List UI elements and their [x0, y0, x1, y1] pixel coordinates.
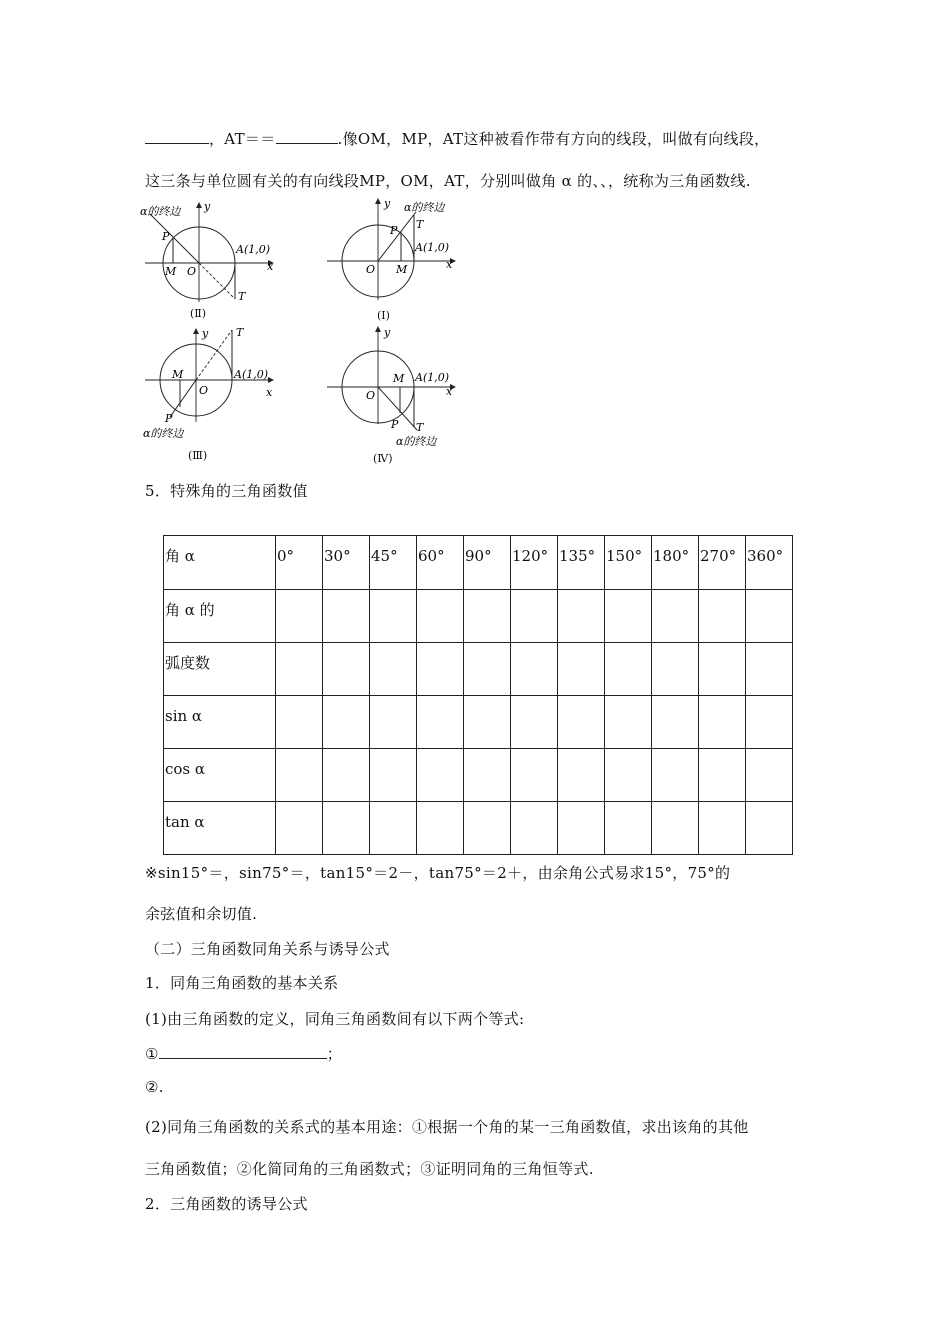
empty-cell — [464, 696, 511, 749]
empty-cell — [417, 749, 464, 802]
point-label: O — [366, 263, 376, 276]
point-label: M — [396, 263, 408, 276]
axis-label: x — [446, 258, 453, 271]
empty-cell — [652, 696, 699, 749]
empty-cell — [652, 749, 699, 802]
empty-cell — [323, 749, 370, 802]
empty-cell — [323, 696, 370, 749]
terminal-side-label: α的终边 — [140, 205, 181, 218]
note-line-1: ※sin15°＝，sin75°＝，tan15°＝2－，tan75°＝2＋，由余角公式易求15°，75°的 — [145, 864, 731, 882]
empty-cell — [746, 590, 793, 643]
header-cell: 270° — [699, 536, 746, 590]
empty-cell — [652, 643, 699, 696]
section-heading-2: （二）三角函数同角关系与诱导公式 — [145, 940, 390, 958]
table-row — [164, 643, 793, 696]
empty-cell — [605, 802, 652, 855]
figure-caption: (Ⅳ) — [373, 452, 393, 465]
unit-circle-figure-iv — [322, 324, 462, 464]
text-fragment: ； — [326, 1045, 343, 1063]
empty-cell — [652, 590, 699, 643]
row-label: sin α — [164, 696, 276, 749]
row-label: 弧度数 — [164, 643, 276, 696]
point-label: T — [416, 421, 424, 434]
empty-cell — [323, 590, 370, 643]
terminal-side-label: α的终边 — [404, 201, 445, 214]
empty-cell — [699, 590, 746, 643]
empty-cell — [464, 643, 511, 696]
empty-cell — [511, 696, 558, 749]
empty-cell — [652, 802, 699, 855]
text-fragment: ① — [145, 1045, 159, 1063]
equation-2: ②. — [145, 1078, 164, 1096]
empty-cell — [464, 590, 511, 643]
point-label: O — [366, 389, 376, 402]
axis-label: y — [204, 200, 211, 213]
empty-cell — [417, 696, 464, 749]
point-label: M — [172, 368, 184, 381]
empty-cell — [699, 802, 746, 855]
empty-cell — [558, 696, 605, 749]
paragraph-2b: 三角函数值；②化简同角的三角函数式；③证明同角的三角恒等式. — [145, 1160, 594, 1178]
figure-caption: (Ⅲ) — [188, 449, 208, 462]
empty-cell — [558, 749, 605, 802]
empty-cell — [511, 590, 558, 643]
empty-cell — [276, 590, 323, 643]
row-label: tan α — [164, 802, 276, 855]
header-cell: 60° — [417, 536, 464, 590]
empty-cell — [746, 643, 793, 696]
empty-cell — [605, 643, 652, 696]
point-label: T — [238, 290, 246, 303]
empty-cell — [699, 696, 746, 749]
empty-cell — [276, 749, 323, 802]
point-label: M — [165, 265, 177, 278]
empty-cell — [605, 749, 652, 802]
row-label: 角 α 的 — [164, 590, 276, 643]
text-fragment: ，AT＝＝ — [209, 130, 276, 148]
empty-cell — [746, 802, 793, 855]
table-header-row — [164, 536, 793, 590]
axis-label: x — [446, 385, 453, 398]
table-row — [164, 802, 793, 855]
figure-caption: (Ⅰ) — [377, 309, 390, 322]
item-heading-2: 2．三角函数的诱导公式 — [145, 1195, 308, 1213]
item-heading-1: 1．同角三角函数的基本关系 — [145, 974, 339, 992]
note-line-2: 余弦值和余切值. — [145, 905, 258, 923]
header-cell: 角 α — [164, 536, 276, 590]
equation-1 — [145, 1043, 342, 1064]
empty-cell — [323, 802, 370, 855]
axis-label: x — [267, 260, 274, 273]
header-cell: 150° — [605, 536, 652, 590]
figure-caption: (Ⅱ) — [190, 307, 207, 320]
axis-label: x — [266, 386, 273, 399]
unit-circle-figure-iii — [140, 324, 280, 444]
paragraph-1: (1)由三角函数的定义，同角三角函数间有以下两个等式: — [145, 1010, 525, 1028]
empty-cell — [511, 749, 558, 802]
empty-cell — [370, 590, 417, 643]
empty-cell — [370, 696, 417, 749]
row-label: cos α — [164, 749, 276, 802]
fill-blank — [159, 1044, 327, 1059]
point-label: P — [162, 230, 170, 243]
empty-cell — [511, 643, 558, 696]
empty-cell — [417, 643, 464, 696]
point-label: A(1,0) — [415, 241, 450, 254]
header-cell: 180° — [652, 536, 699, 590]
empty-cell — [276, 643, 323, 696]
point-label: O — [199, 384, 209, 397]
text-fragment: .像OM，MP，AT这种被看作带有方向的线段，叫做有向线段， — [337, 130, 770, 148]
empty-cell — [323, 643, 370, 696]
axis-label: y — [384, 198, 391, 210]
point-label: T — [236, 326, 244, 339]
empty-cell — [558, 802, 605, 855]
header-cell: 90° — [464, 536, 511, 590]
point-label: P — [391, 418, 399, 431]
paragraph-line-1 — [145, 128, 769, 149]
point-label: M — [393, 372, 405, 385]
point-label: O — [187, 265, 197, 278]
point-label: A(1,0) — [234, 368, 269, 381]
header-cell: 0° — [276, 536, 323, 590]
point-label: A(1,0) — [236, 243, 271, 256]
empty-cell — [370, 749, 417, 802]
axis-label: y — [384, 326, 391, 339]
unit-circle-figure-i — [322, 198, 462, 308]
table-row — [164, 749, 793, 802]
unit-circle-figure-ii — [140, 198, 280, 308]
axis-label: y — [202, 327, 209, 340]
empty-cell — [370, 643, 417, 696]
empty-cell — [464, 802, 511, 855]
empty-cell — [746, 696, 793, 749]
fill-blank — [145, 129, 209, 144]
empty-cell — [417, 802, 464, 855]
section-heading-5: 5．特殊角的三角函数值 — [145, 482, 308, 500]
point-label: T — [416, 218, 424, 231]
header-cell: 135° — [558, 536, 605, 590]
terminal-side-label: α的终边 — [143, 427, 184, 440]
empty-cell — [605, 696, 652, 749]
point-label: A(1,0) — [415, 371, 450, 384]
empty-cell — [464, 749, 511, 802]
empty-cell — [605, 590, 652, 643]
empty-cell — [276, 696, 323, 749]
empty-cell — [558, 590, 605, 643]
paragraph-line-2: 这三条与单位圆有关的有向线段MP，OM，AT，分别叫做角 α 的、、，统称为三角函数线. — [145, 172, 751, 190]
empty-cell — [276, 802, 323, 855]
empty-cell — [699, 643, 746, 696]
point-label: P — [165, 412, 173, 425]
header-cell: 120° — [511, 536, 558, 590]
empty-cell — [699, 749, 746, 802]
header-cell: 45° — [370, 536, 417, 590]
special-angles-table — [163, 535, 793, 855]
empty-cell — [746, 749, 793, 802]
table-row — [164, 696, 793, 749]
header-cell: 360° — [746, 536, 793, 590]
empty-cell — [511, 802, 558, 855]
empty-cell — [370, 802, 417, 855]
fill-blank — [276, 129, 338, 144]
table-row — [164, 590, 793, 643]
header-cell: 30° — [323, 536, 370, 590]
terminal-side-label: α的终边 — [396, 435, 437, 448]
paragraph-2a: (2)同角三角函数的关系式的基本用途：①根据一个角的某一三角函数值，求出该角的其他 — [145, 1118, 749, 1136]
point-label: P — [390, 224, 398, 237]
empty-cell — [417, 590, 464, 643]
empty-cell — [558, 643, 605, 696]
